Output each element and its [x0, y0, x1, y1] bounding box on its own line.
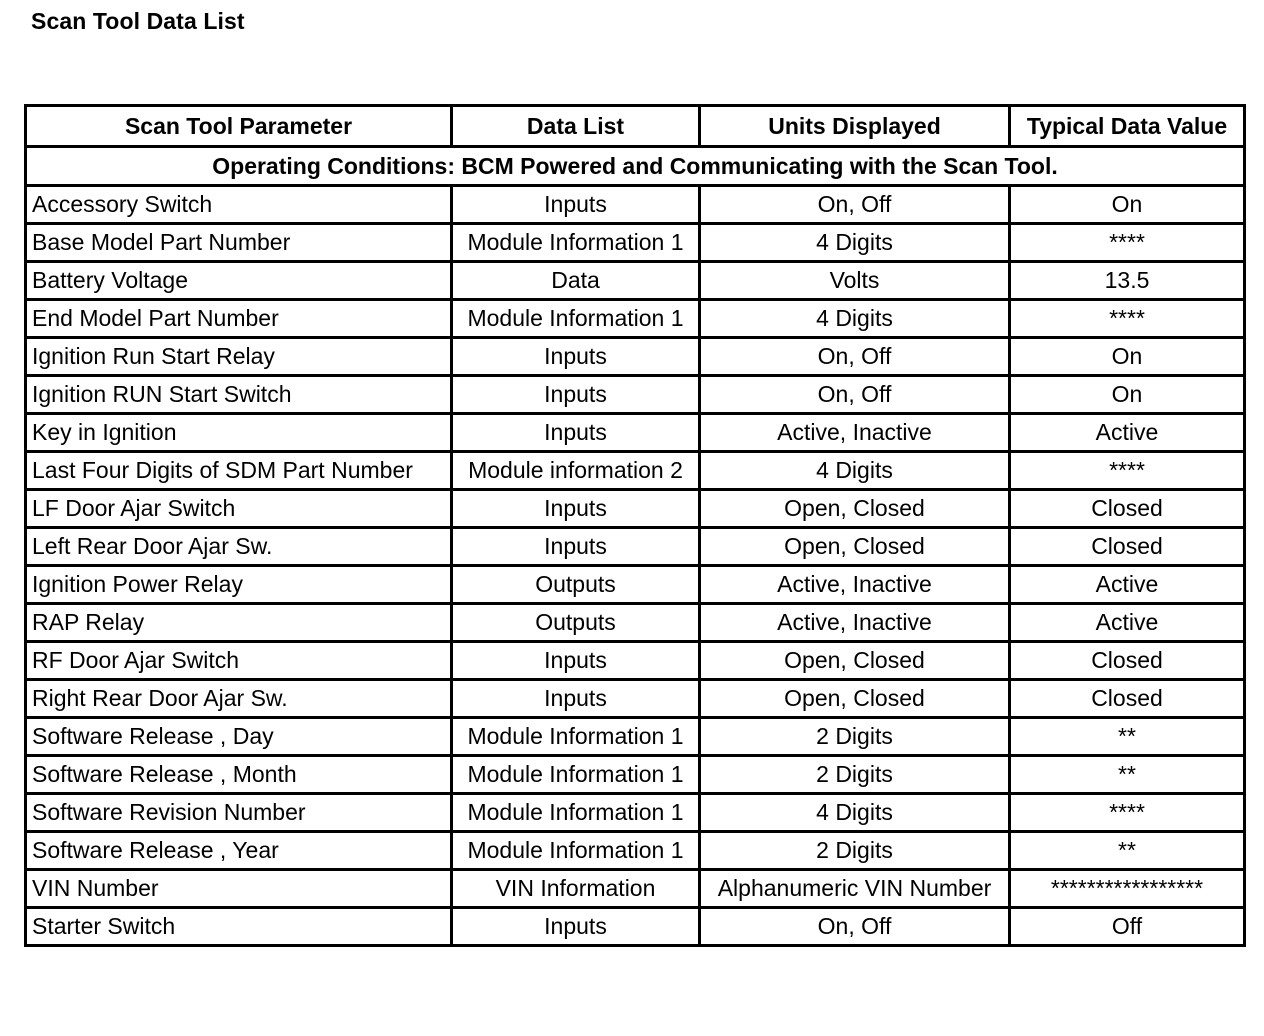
cell-data-list: Module Information 1 [452, 718, 700, 756]
cell-parameter: VIN Number [26, 870, 452, 908]
cell-parameter: RAP Relay [26, 604, 452, 642]
table-row [26, 718, 1245, 756]
cell-units-displayed: 4 Digits [700, 794, 1010, 832]
table-row [26, 870, 1245, 908]
cell-data-list: Module Information 1 [452, 794, 700, 832]
cell-parameter: Left Rear Door Ajar Sw. [26, 528, 452, 566]
table-row [26, 490, 1245, 528]
cell-data-list: Inputs [452, 376, 700, 414]
cell-data-list: Module Information 1 [452, 756, 700, 794]
table-row [26, 756, 1245, 794]
cell-parameter: Software Release , Day [26, 718, 452, 756]
cell-parameter: Accessory Switch [26, 186, 452, 224]
cell-units-displayed: Open, Closed [700, 680, 1010, 718]
table-row [26, 452, 1245, 490]
cell-typical-data-value: Closed [1010, 642, 1245, 680]
cell-data-list: Module Information 1 [452, 300, 700, 338]
operating-conditions: Operating Conditions: BCM Powered and Communicating with the Scan Tool. [26, 147, 1245, 186]
cell-data-list: Inputs [452, 490, 700, 528]
cell-data-list: Inputs [452, 680, 700, 718]
cell-typical-data-value: Active [1010, 604, 1245, 642]
cell-units-displayed: On, Off [700, 908, 1010, 946]
header-typical-data-value: Typical Data Value [1010, 106, 1245, 147]
table-row [26, 300, 1245, 338]
cell-data-list: Inputs [452, 414, 700, 452]
table-row [26, 832, 1245, 870]
cell-data-list: Outputs [452, 604, 700, 642]
cell-typical-data-value: Off [1010, 908, 1245, 946]
cell-parameter: Software Revision Number [26, 794, 452, 832]
cell-units-displayed: Active, Inactive [700, 414, 1010, 452]
cell-data-list: Inputs [452, 908, 700, 946]
header-parameter: Scan Tool Parameter [26, 106, 452, 147]
cell-units-displayed: 4 Digits [700, 224, 1010, 262]
cell-units-displayed: On, Off [700, 186, 1010, 224]
cell-typical-data-value: **** [1010, 224, 1245, 262]
cell-units-displayed: Open, Closed [700, 642, 1010, 680]
cell-typical-data-value: On [1010, 186, 1245, 224]
cell-parameter: Ignition RUN Start Switch [26, 376, 452, 414]
cell-parameter: Base Model Part Number [26, 224, 452, 262]
cell-typical-data-value: On [1010, 338, 1245, 376]
cell-data-list: VIN Information [452, 870, 700, 908]
table-row [26, 604, 1245, 642]
table-body [26, 147, 1245, 946]
cell-parameter: Key in Ignition [26, 414, 452, 452]
cell-data-list: Inputs [452, 528, 700, 566]
table-row [26, 642, 1245, 680]
cell-parameter: Software Release , Year [26, 832, 452, 870]
cell-parameter: End Model Part Number [26, 300, 452, 338]
cell-typical-data-value: On [1010, 376, 1245, 414]
cell-units-displayed: On, Off [700, 376, 1010, 414]
cell-typical-data-value: **** [1010, 794, 1245, 832]
cell-typical-data-value: Closed [1010, 490, 1245, 528]
cell-units-displayed: Volts [700, 262, 1010, 300]
table-row [26, 528, 1245, 566]
header-units-displayed: Units Displayed [700, 106, 1010, 147]
table-row [26, 794, 1245, 832]
cell-typical-data-value: Active [1010, 414, 1245, 452]
cell-typical-data-value: **** [1010, 452, 1245, 490]
cell-typical-data-value: **** [1010, 300, 1245, 338]
cell-units-displayed: Open, Closed [700, 490, 1010, 528]
cell-data-list: Outputs [452, 566, 700, 604]
page-title: Scan Tool Data List [31, 8, 245, 34]
cell-data-list: Data [452, 262, 700, 300]
cell-parameter: RF Door Ajar Switch [26, 642, 452, 680]
cell-data-list: Inputs [452, 642, 700, 680]
cell-typical-data-value: ** [1010, 718, 1245, 756]
cell-data-list: Module Information 1 [452, 832, 700, 870]
cell-typical-data-value: ** [1010, 832, 1245, 870]
table-row [26, 262, 1245, 300]
cell-parameter: Software Release , Month [26, 756, 452, 794]
cell-units-displayed: 4 Digits [700, 300, 1010, 338]
table-row [26, 224, 1245, 262]
cell-typical-data-value: Closed [1010, 680, 1245, 718]
cell-parameter: Battery Voltage [26, 262, 452, 300]
table-row [26, 338, 1245, 376]
cell-parameter: Ignition Run Start Relay [26, 338, 452, 376]
cell-typical-data-value: Closed [1010, 528, 1245, 566]
cell-data-list: Inputs [452, 338, 700, 376]
table-row [26, 566, 1245, 604]
cell-typical-data-value: ***************** [1010, 870, 1245, 908]
cell-units-displayed: 2 Digits [700, 756, 1010, 794]
table-row [26, 908, 1245, 946]
operating-conditions-row [26, 147, 1245, 186]
cell-units-displayed: 4 Digits [700, 452, 1010, 490]
table-row [26, 376, 1245, 414]
cell-parameter: Last Four Digits of SDM Part Number [26, 452, 452, 490]
cell-typical-data-value: 13.5 [1010, 262, 1245, 300]
cell-parameter: Ignition Power Relay [26, 566, 452, 604]
cell-typical-data-value: ** [1010, 756, 1245, 794]
cell-units-displayed: Open, Closed [700, 528, 1010, 566]
cell-typical-data-value: Active [1010, 566, 1245, 604]
scan-tool-data-table [24, 104, 1246, 947]
cell-units-displayed: Alphanumeric VIN Number [700, 870, 1010, 908]
cell-data-list: Module information 2 [452, 452, 700, 490]
cell-data-list: Inputs [452, 186, 700, 224]
cell-data-list: Module Information 1 [452, 224, 700, 262]
table-header-row [26, 106, 1245, 147]
cell-parameter: Starter Switch [26, 908, 452, 946]
cell-units-displayed: On, Off [700, 338, 1010, 376]
table-row [26, 414, 1245, 452]
header-data-list: Data List [452, 106, 700, 147]
cell-units-displayed: 2 Digits [700, 832, 1010, 870]
cell-units-displayed: 2 Digits [700, 718, 1010, 756]
cell-units-displayed: Active, Inactive [700, 566, 1010, 604]
cell-parameter: LF Door Ajar Switch [26, 490, 452, 528]
cell-units-displayed: Active, Inactive [700, 604, 1010, 642]
table-row [26, 186, 1245, 224]
table-row [26, 680, 1245, 718]
cell-parameter: Right Rear Door Ajar Sw. [26, 680, 452, 718]
